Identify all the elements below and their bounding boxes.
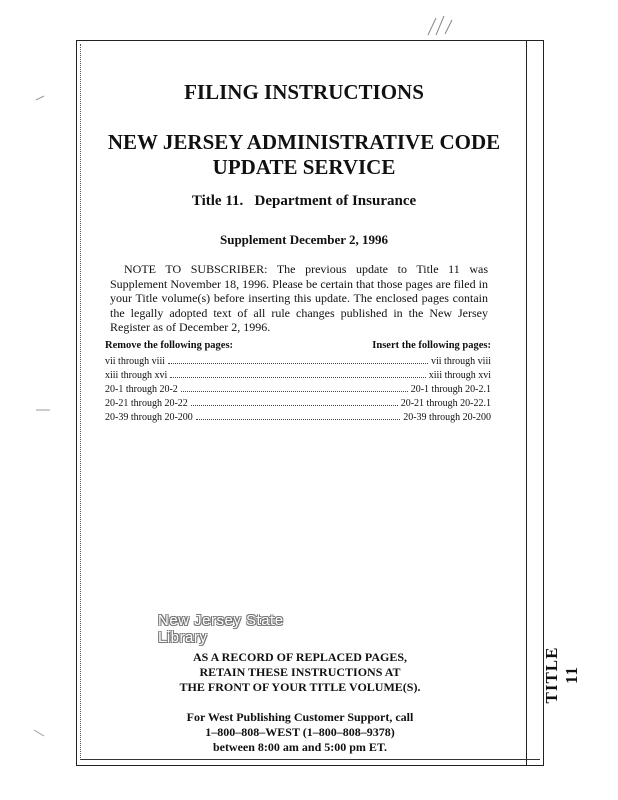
insert-pages: 20-39 through 20-200	[403, 412, 491, 423]
insert-pages: 20-21 through 20-22.1	[400, 398, 491, 409]
insert-pages: 20-1 through 20-2.1	[410, 384, 491, 395]
leader-dots	[196, 410, 400, 420]
insert-pages: vii through viii	[431, 356, 491, 367]
code-title-line1: NEW JERSEY ADMINISTRATIVE CODE	[107, 130, 501, 154]
record-line: THE FRONT OF YOUR TITLE VOLUME(S).	[179, 680, 421, 694]
tab-label: TITLE 11	[542, 646, 581, 704]
remove-pages: xiii through xvi	[105, 370, 168, 381]
title-line: Title 11. Department of Insurance	[191, 193, 417, 209]
remove-pages: 20-1 through 20-2	[105, 384, 178, 395]
list-headers	[105, 340, 491, 351]
record-line: RETAIN THESE INSTRUCTIONS AT	[199, 665, 401, 679]
margin-mark	[36, 96, 44, 100]
page-row	[105, 382, 491, 396]
support-phone: 1–800–808–WEST (1–800–808–9378)	[205, 725, 395, 739]
subscriber-note-text: NOTE TO SUBSCRIBER: The previous update to Title 11 was Supplement November 18, 1996. Please be certain that those pages are filed in your Title volume(s) before inserting this update. The enclosed pages contain the legally adopted text of all rule changes published in the New Jersey Register as of December 2, 1996.	[110, 262, 488, 334]
code-title-line2: UPDATE SERVICE	[212, 155, 396, 179]
margin-mark	[34, 730, 44, 736]
leader-dots	[191, 396, 398, 406]
remove-pages: 20-39 through 20-200	[105, 412, 193, 423]
support-line: For West Publishing Customer Support, call	[186, 710, 414, 724]
remove-header: Remove the following pages:	[105, 340, 234, 351]
page-row	[105, 368, 491, 382]
page-row	[105, 354, 491, 368]
support-info	[150, 710, 450, 755]
remove-pages: 20-21 through 20-22	[105, 398, 188, 409]
leader-dots	[170, 368, 426, 378]
leader-dots	[168, 354, 428, 364]
record-line: AS A RECORD OF REPLACED PAGES,	[192, 650, 408, 664]
page-title: FILING INSTRUCTIONS	[184, 80, 424, 104]
page-row	[105, 410, 491, 424]
page-row	[105, 396, 491, 410]
remove-pages: vii through viii	[105, 356, 165, 367]
record-notice	[150, 650, 450, 695]
support-hours: between 8:00 am and 5:00 pm ET.	[212, 740, 388, 754]
leader-dots	[181, 382, 408, 392]
page-lists	[105, 340, 491, 424]
subscriber-note	[110, 262, 488, 335]
supplement-date: Supplement December 2, 1996	[219, 232, 389, 247]
insert-header: Insert the following pages:	[372, 340, 491, 351]
library-stamp: New Jersey State Library	[158, 612, 284, 646]
insert-pages: xiii through xvi	[428, 370, 491, 381]
handwriting-mark	[428, 16, 452, 35]
